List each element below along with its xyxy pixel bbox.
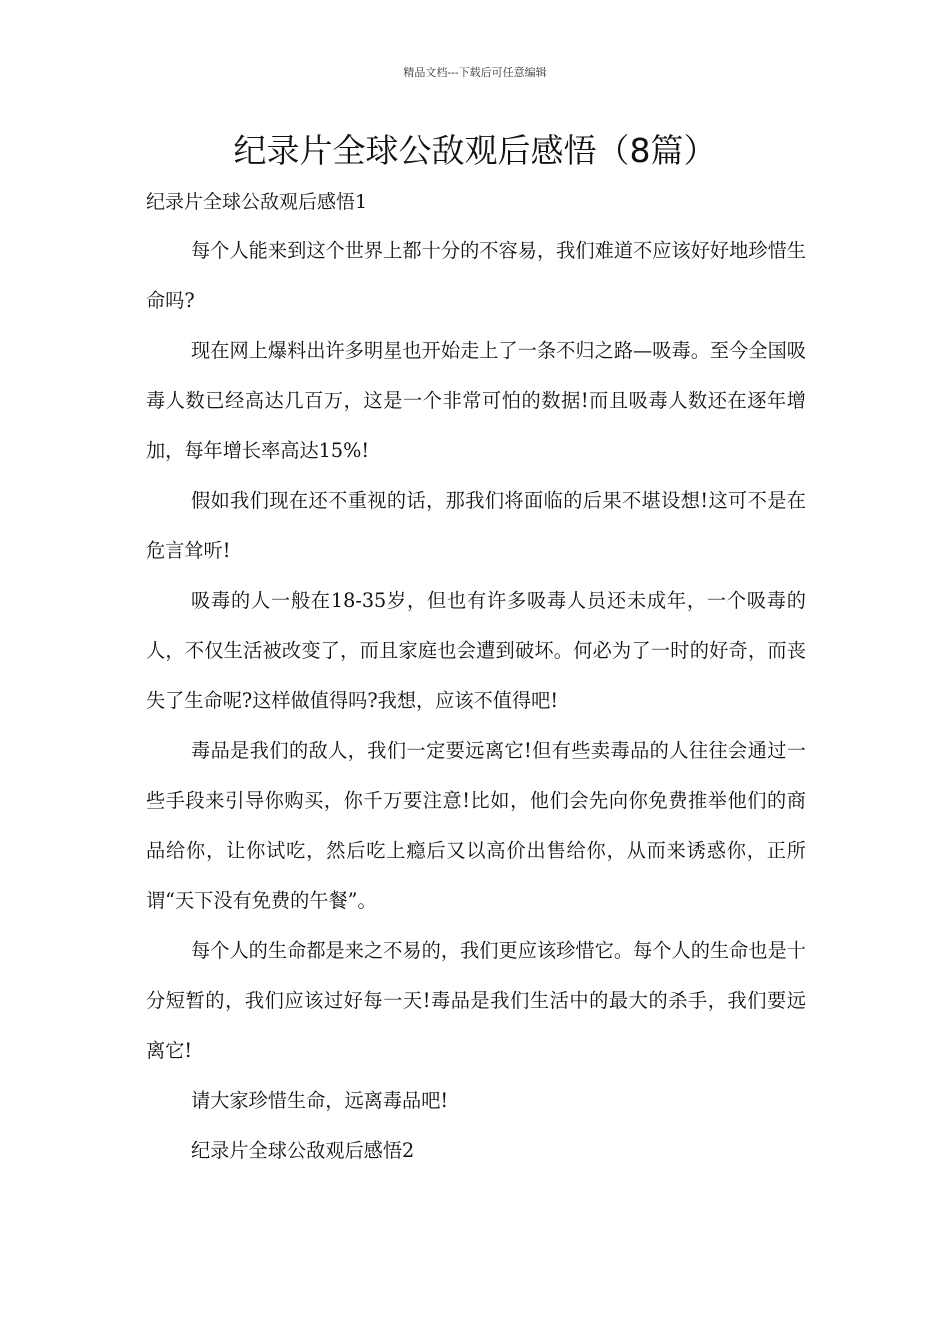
paragraph: 现在网上爆料出许多明星也开始走上了一条不归之路—吸毒。至今全国吸毒人数已经高达几百万，这是一个非常可怕的数据!而且吸毒人数还在逐年增加，每年增长率高达15%! [146, 339, 806, 462]
document-body [146, 226, 806, 1176]
paragraph: 毒品是我们的敌人，我们一定要远离它!但有些卖毒品的人往往会通过一些手段来引导你购买，你千万要注意!比如，他们会先向你免费推举他们的商品给你，让你试吃，然后吃上瘾后又以高价出售给你，从而来诱惑你，正所谓“天下没有免费的午餐”。 [146, 739, 806, 912]
header-note: 精品文档---下载后可任意编辑 [403, 66, 547, 79]
paragraph: 假如我们现在还不重视的话，那我们将面临的后果不堪设想!这可不是在危言耸听! [146, 489, 806, 562]
paragraph: 吸毒的人一般在18-35岁，但也有许多吸毒人员还未成年，一个吸毒的人，不仅生活被改变了，而且家庭也会遭到破坏。何必为了一时的好奇，而丧失了生命呢?这样做值得吗?我想，应该不值得吧! [146, 589, 806, 712]
paragraph: 每个人能来到这个世界上都十分的不容易，我们难道不应该好好地珍惜生命吗? [146, 239, 806, 312]
document-title: 纪录片全球公敌观后感悟（8篇） [233, 131, 717, 170]
paragraph: 每个人的生命都是来之不易的，我们更应该珍惜它。每个人的生命也是十分短暂的，我们应该过好每一天!毒品是我们生活中的最大的杀手，我们要远离它! [146, 939, 806, 1062]
section-heading-2: 纪录片全球公敌观后感悟2 [191, 1139, 415, 1162]
section-heading-1: 纪录片全球公敌观后感悟1 [146, 191, 368, 213]
paragraph: 请大家珍惜生命，远离毒品吧! [191, 1089, 449, 1112]
